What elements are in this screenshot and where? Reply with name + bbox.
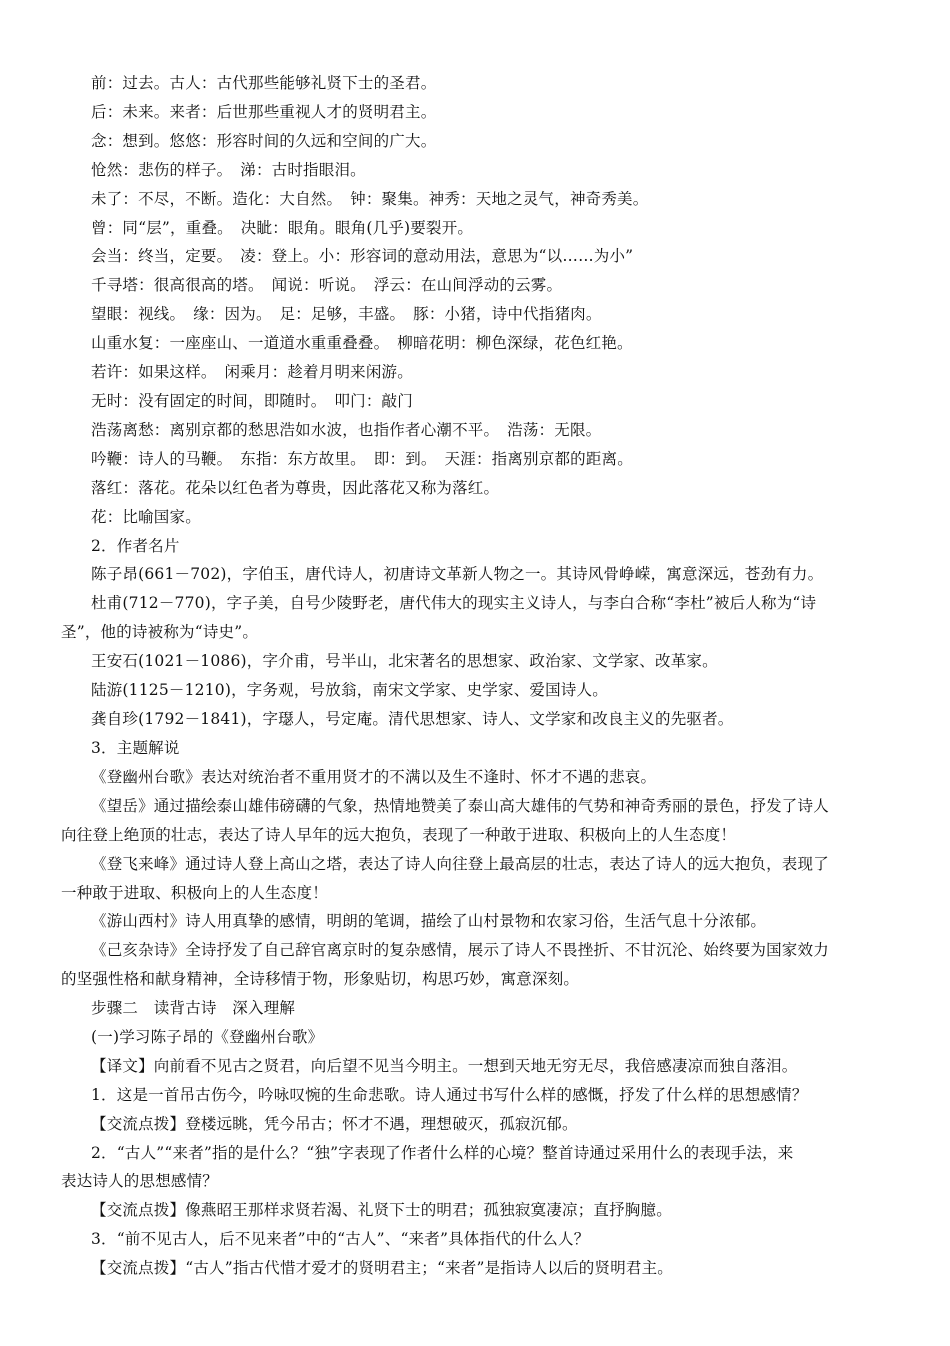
subsection-heading: (一)学习陈子昂的《登幽州台歌》: [91, 1028, 324, 1046]
theme-jihai-cont: 的坚强性格和献身精神，全诗移情于物，形象贴切，构思巧妙，寓意深刻。: [61, 970, 580, 988]
section-heading: 3．主题解说: [91, 739, 180, 757]
theme-jihai: 《己亥杂诗》全诗抒发了自己辞官离京时的复杂感情，展示了诗人不畏挫折、不甘沉沦、始终要为国家效力: [91, 941, 829, 959]
answer-2: 【交流点拨】像燕昭王那样求贤若渴、礼贤下士的明君；孤独寂寞凄凉；直抒胸臆。: [91, 1201, 672, 1219]
question-3: 3．“前不见古人，后不见来者”中的“古人”、“来者”具体指代的什么人？: [91, 1230, 590, 1248]
step-heading: 步骤二 读背古诗 深入理解: [91, 999, 296, 1017]
theme-youzhou: 《登幽州台歌》表达对统治者不重用贤才的不满以及生不逢时、怀才不遇的悲哀。: [91, 768, 657, 786]
section-heading: 2．作者名片: [91, 537, 180, 555]
answer-1: 【交流点拨】登楼远眺，凭今吊古；怀才不遇，理想破灭，孤寂沉郁。: [91, 1115, 578, 1133]
glossary-line: 千寻塔：很高很高的塔。 闻说：听说。 浮云：在山间浮动的云雾。: [91, 276, 563, 294]
answer-3: 【交流点拨】“古人”指古代惜才爱才的贤明君主；“来者”是指诗人以后的贤明君主。: [91, 1259, 673, 1277]
glossary-line: 花：比喻国家。: [91, 508, 201, 526]
author-lu-you: 陆游(1125－1210)，字务观，号放翁，南宋文学家、史学家、爱国诗人。: [91, 681, 608, 699]
glossary-line: 后：未来。来者：后世那些重视人才的贤明君主。: [91, 103, 437, 121]
glossary-line: 落红：落花。花朵以红色者为尊贵，因此落花又称为落红。: [91, 479, 500, 497]
author-chen-ziang: 陈子昂(661－702)，字伯玉，唐代诗人，初唐诗文革新人物之一。其诗风骨峥嵘，寓意深远，苍劲有力。: [91, 565, 824, 583]
glossary-line: 若许：如果这样。 闲乘月：趁着月明来闲游。: [91, 363, 413, 381]
author-wang-anshi: 王安石(1021－1086)，字介甫，号半山，北宋著名的思想家、政治家、文学家、改革家。: [91, 652, 718, 670]
glossary-line: 前：过去。古人：古代那些能够礼贤下士的圣君。: [91, 74, 437, 92]
theme-shanxicun: 《游山西村》诗人用真挚的感情，明朗的笔调，描绘了山村景物和农家习俗，生活气息十分浓郁。: [91, 912, 767, 930]
glossary-line: 曾：同“层”，重叠。 决眦：眼角。眼角(几乎)要裂开。: [91, 219, 474, 237]
glossary-line: 会当：终当，定要。 凌：登上。小：形容词的意动用法，意思为“以……为小”: [91, 247, 634, 265]
theme-feilaifeng: 《登飞来峰》通过诗人登上高山之塔，表达了诗人向往登上最高层的壮志，表达了诗人的远大抱负，表现了: [91, 855, 829, 873]
theme-feilaifeng-cont: 一种敢于进取、积极向上的人生态度！: [61, 884, 328, 902]
author-gong-zizhen: 龚自珍(1792－1841)，字璱人，号定庵。清代思想家、诗人、文学家和改良主义的先驱者。: [91, 710, 734, 728]
glossary-line: 怆然：悲伤的样子。 涕：古时指眼泪。: [91, 161, 366, 179]
question-1: 1．这是一首吊古伤今，吟咏叹惋的生命悲歌。诗人通过书写什么样的感慨，抒发了什么样的思想感情？: [91, 1086, 808, 1104]
theme-wangyue: 《望岳》通过描绘泰山雄伟磅礴的气象，热情地赞美了泰山高大雄伟的气势和神奇秀丽的景色，抒发了诗人: [91, 797, 829, 815]
glossary-line: 吟鞭：诗人的马鞭。 东指：东方故里。 即：到。 天涯：指离别京都的距离。: [91, 450, 633, 468]
glossary-line: 念：想到。悠悠：形容时间的久远和空间的广大。: [91, 132, 437, 150]
glossary-line: 山重水复：一座座山、一道道水重重叠叠。 柳暗花明：柳色深绿，花色红艳。: [91, 334, 633, 352]
glossary-line: 望眼：视线。 缘：因为。 足：足够，丰盛。 豚：小猪，诗中代指猪肉。: [91, 305, 602, 323]
glossary-line: 无时：没有固定的时间，即随时。 叩门：敲门: [91, 392, 413, 410]
author-du-fu-cont: 圣”，他的诗被称为“诗史”。: [61, 623, 259, 641]
glossary-line: 浩荡离愁：离别京都的愁思浩如水波，也指作者心潮不平。 浩荡：无限。: [91, 421, 602, 439]
question-2-cont: 表达诗人的思想感情？: [61, 1172, 219, 1190]
glossary-line: 未了：不尽，不断。造化：大自然。 钟：聚集。神秀：天地之灵气，神奇秀美。: [91, 190, 649, 208]
theme-wangyue-cont: 向往登上绝顶的壮志，表达了诗人早年的远大抱负，表现了一种敢于进取、积极向上的人生态度！: [61, 826, 737, 844]
author-du-fu: 杜甫(712－770)，字子美，自号少陵野老，唐代伟大的现实主义诗人，与李白合称“李杜”被后人称为“诗: [91, 594, 817, 612]
question-2: 2．“古人”“来者”指的是什么？“独”字表现了作者什么样的心境？整首诗通过采用什么的表现手法，来: [91, 1144, 794, 1162]
translation: 【译文】向前看不见古之贤君，向后望不见当今明主。一想到天地无穷无尽，我倍感凄凉而独自落泪。: [91, 1057, 798, 1075]
